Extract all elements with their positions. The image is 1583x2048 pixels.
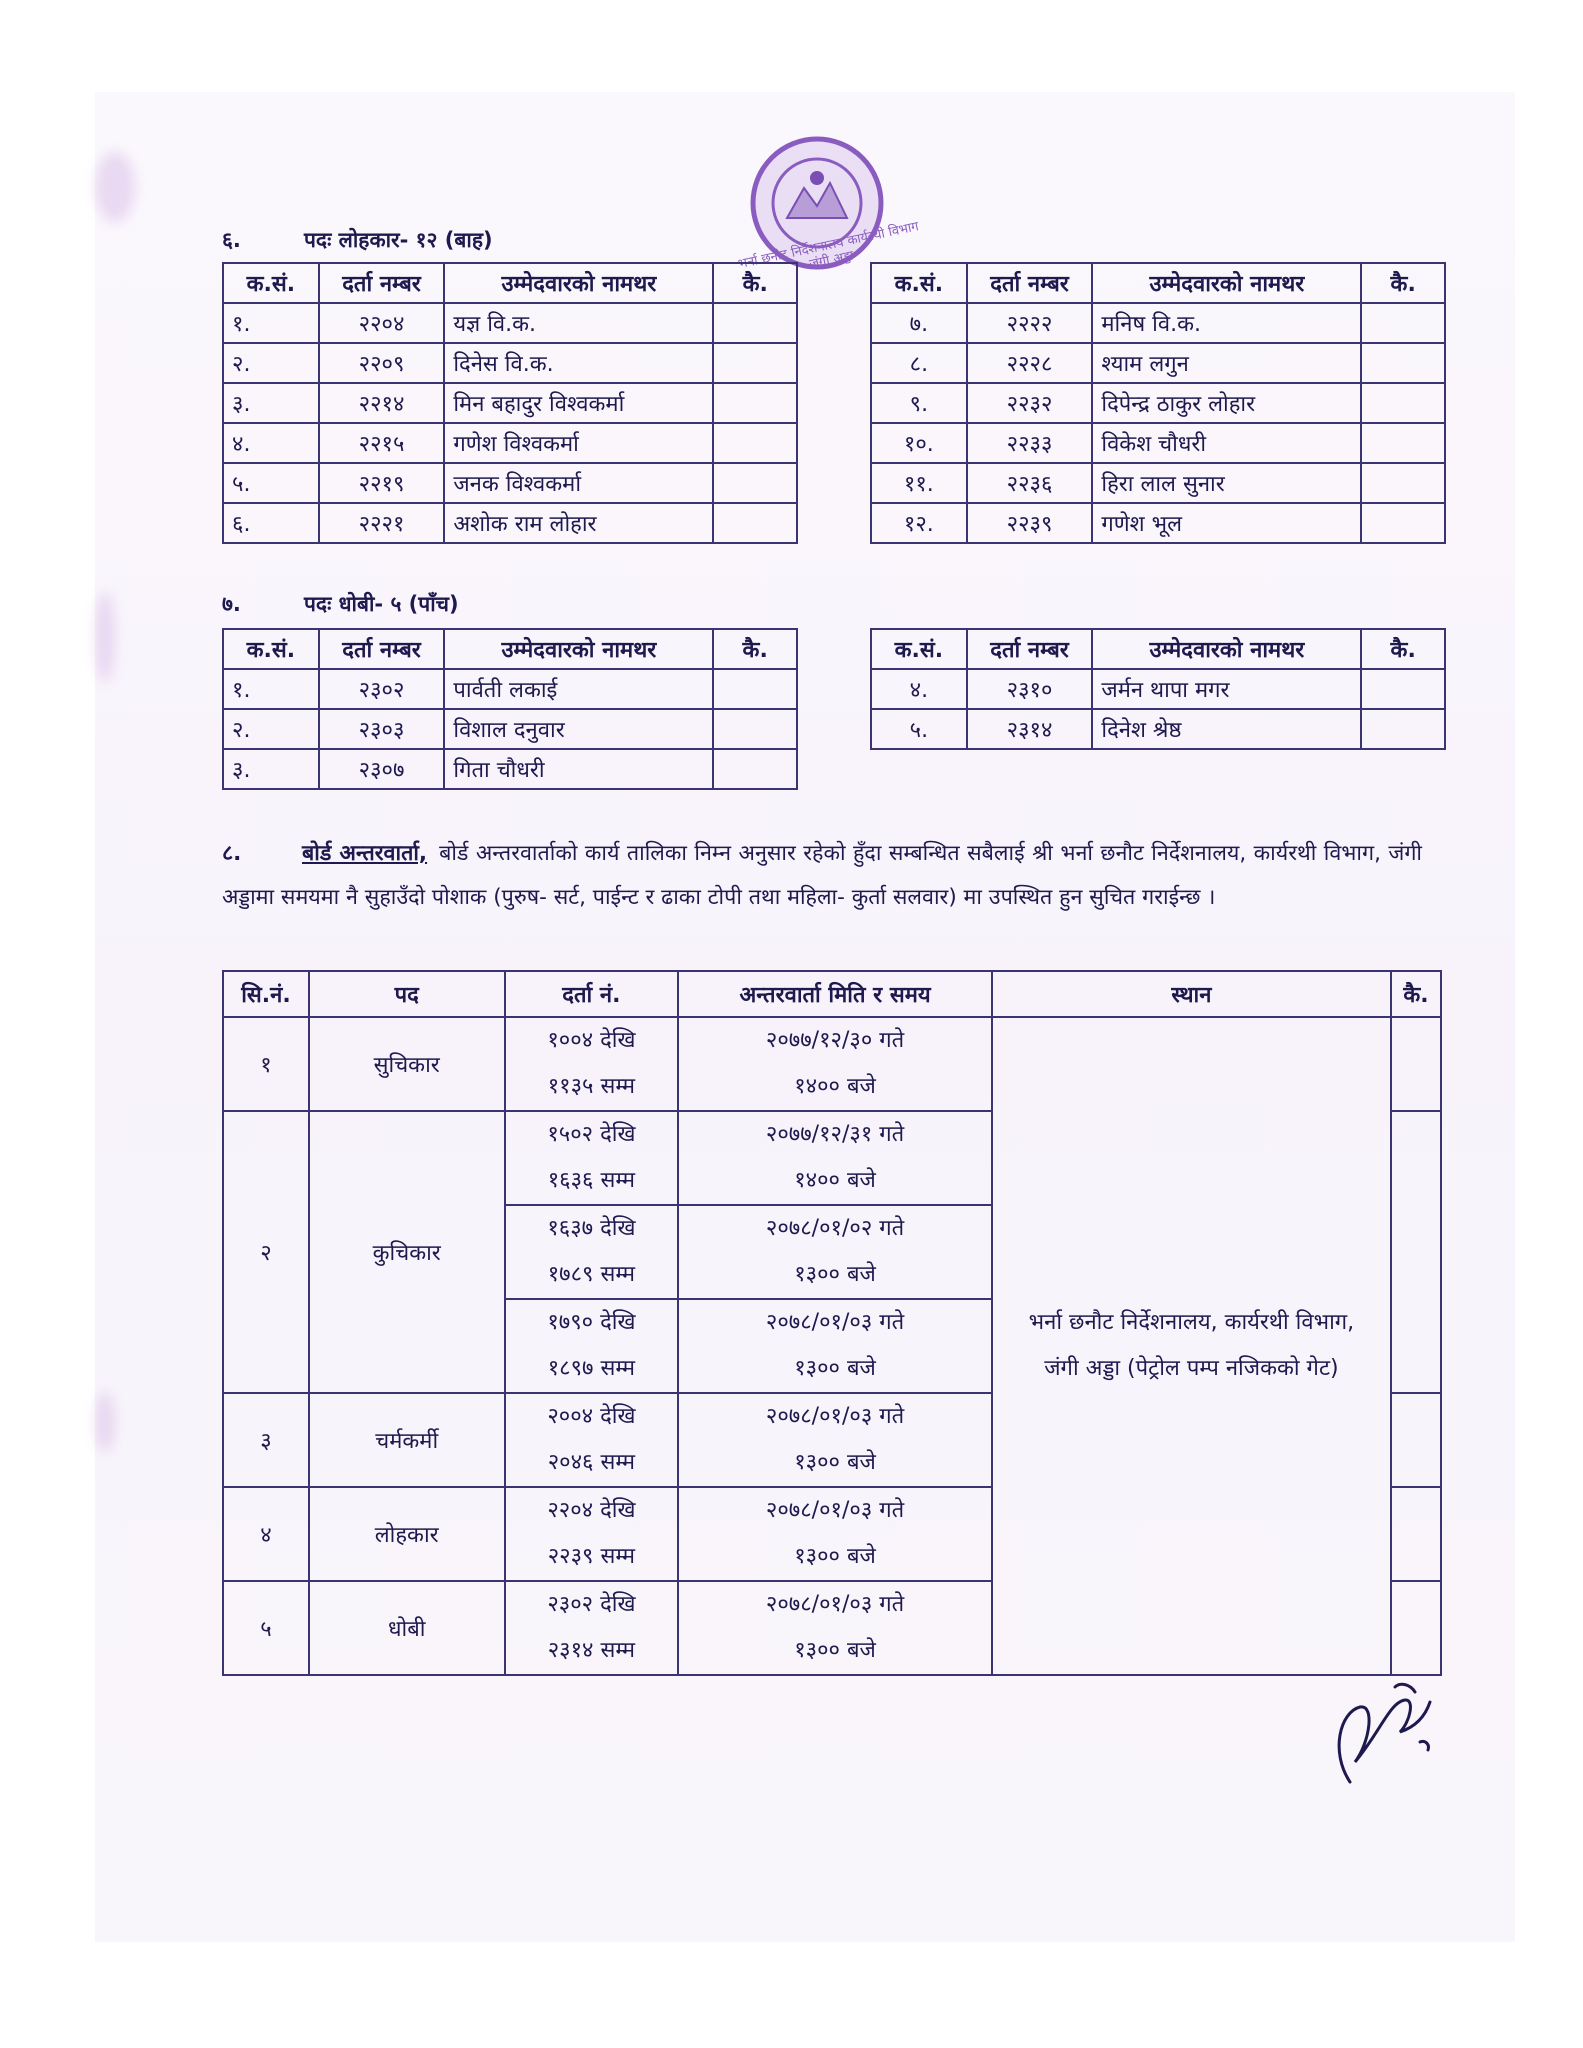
cell-remarks — [1361, 423, 1445, 463]
table-row — [871, 463, 1445, 503]
cell-interview-datetime — [678, 1299, 992, 1393]
interview-time: १३०० बजे — [794, 1356, 876, 1381]
cell-serial: २. — [223, 343, 319, 383]
cell-remarks — [1361, 383, 1445, 423]
cell-serial: ३. — [223, 383, 319, 423]
table-row — [223, 709, 797, 749]
section-title-text: पदः धोबी- ५ (पाँच) — [304, 592, 459, 616]
cell-venue: भर्ना छनौट निर्देशनालय, कार्यरथी विभाग, जंगी अड्डा (पेट्रोल पम्प नजिकको गेट) — [992, 1017, 1391, 1675]
cell-name: यज्ञ वि.क. — [444, 303, 713, 343]
header-serial: क.सं. — [223, 629, 319, 669]
cell-name: दिनेश श्रेष्ठ — [1092, 709, 1361, 749]
cell-serial: १. — [223, 303, 319, 343]
range-to: २०४६ सम्म — [547, 1450, 636, 1475]
cell-serial: १०. — [871, 423, 967, 463]
cell-interview-datetime — [678, 1487, 992, 1581]
cell-serial: ८. — [871, 343, 967, 383]
section-7-title — [222, 590, 459, 618]
interview-time: १३०० बजे — [794, 1544, 876, 1569]
interview-date: २०७८/०१/०३ गते — [765, 1310, 905, 1335]
schedule-row — [223, 1017, 1441, 1111]
cell-registration: २३०३ — [319, 709, 445, 749]
range-from: २३०२ देखि — [547, 1592, 636, 1617]
header-remarks: कै. — [713, 263, 797, 303]
interview-time: १४०० बजे — [794, 1074, 876, 1099]
cell-registration-range — [505, 1299, 679, 1393]
header-registration: दर्ता नम्बर — [319, 263, 445, 303]
cell-registration: २२३२ — [967, 383, 1093, 423]
cell-name: गिता चौधरी — [444, 749, 713, 789]
cell-registration: २२१४ — [319, 383, 445, 423]
table-row — [871, 423, 1445, 463]
cell-interview-datetime — [678, 1393, 992, 1487]
header-serial: क.सं. — [871, 263, 967, 303]
section-number: ७. — [222, 592, 241, 616]
header-name: उम्मेदवारको नामथर — [1092, 629, 1361, 669]
header-registration-range: दर्ता नं. — [505, 971, 679, 1017]
cell-registration-range — [505, 1205, 679, 1299]
section-7-table-left — [222, 628, 798, 790]
header-registration: दर्ता नम्बर — [967, 263, 1093, 303]
cell-registration: २२२१ — [319, 503, 445, 543]
cell-remarks — [1391, 1581, 1441, 1675]
header-post: पद — [309, 971, 505, 1017]
header-registration: दर्ता नम्बर — [319, 629, 445, 669]
header-interview-datetime: अन्तरवार्ता मिति र समय — [678, 971, 992, 1017]
cell-remarks — [713, 503, 797, 543]
cell-registration: २२२८ — [967, 343, 1093, 383]
cell-registration: २३०२ — [319, 669, 445, 709]
interview-date: २०७८/०१/०३ गते — [765, 1592, 905, 1617]
cell-registration: २२०९ — [319, 343, 445, 383]
cell-remarks — [1361, 669, 1445, 709]
cell-remarks — [713, 303, 797, 343]
cell-registration-range — [505, 1581, 679, 1675]
header-remarks: कै. — [1361, 263, 1445, 303]
cell-post: सुचिकार — [309, 1017, 505, 1111]
cell-name: हिरा लाल सुनार — [1092, 463, 1361, 503]
cell-name: दिपेन्द्र ठाकुर लोहार — [1092, 383, 1361, 423]
header-registration: दर्ता नम्बर — [967, 629, 1093, 669]
range-to: १८९७ सम्म — [547, 1356, 636, 1381]
section-label: बोर्ड अन्तरवार्ता, — [302, 841, 428, 866]
cell-name: जर्मन थापा मगर — [1092, 669, 1361, 709]
cell-name: मिन बहादुर विश्वकर्मा — [444, 383, 713, 423]
cell-remarks — [1361, 463, 1445, 503]
cell-post: धोबी — [309, 1581, 505, 1675]
range-from: २२०४ देखि — [547, 1498, 636, 1523]
interview-date: २०७७/१२/३० गते — [765, 1028, 905, 1053]
cell-serial: ४. — [871, 669, 967, 709]
cell-registration: २२३३ — [967, 423, 1093, 463]
section-8-paragraph — [222, 832, 1422, 920]
cell-remarks — [1391, 1017, 1441, 1111]
cell-name: विशाल दनुवार — [444, 709, 713, 749]
section-number: ८. — [222, 841, 242, 866]
cell-remarks — [713, 669, 797, 709]
table-row — [223, 669, 797, 709]
cell-serial: ३. — [223, 749, 319, 789]
interview-date: २०७८/०१/०३ गते — [765, 1498, 905, 1523]
header-serial: क.सं. — [223, 263, 319, 303]
cell-serial: ५ — [223, 1581, 309, 1675]
cell-name: मनिष वि.क. — [1092, 303, 1361, 343]
cell-name: गणेश विश्वकर्मा — [444, 423, 713, 463]
interview-date: २०७८/०१/०२ गते — [765, 1216, 905, 1241]
cell-remarks — [1361, 503, 1445, 543]
cell-serial: ६. — [223, 503, 319, 543]
range-from: २००४ देखि — [547, 1404, 636, 1429]
range-from: १६३७ देखि — [547, 1216, 636, 1241]
cell-interview-datetime — [678, 1111, 992, 1205]
cell-serial: ११. — [871, 463, 967, 503]
interview-time: १४०० बजे — [794, 1168, 876, 1193]
header-serial: सि.नं. — [223, 971, 309, 1017]
edge-smudge — [95, 152, 135, 222]
cell-serial: ५. — [871, 709, 967, 749]
table-row — [223, 423, 797, 463]
table-row — [871, 383, 1445, 423]
range-to: २२३९ सम्म — [547, 1544, 636, 1569]
cell-remarks — [1361, 303, 1445, 343]
table-row — [223, 343, 797, 383]
header-name: उम्मेदवारको नामथर — [444, 629, 713, 669]
table-row — [871, 503, 1445, 543]
section-7-table-right — [870, 628, 1446, 750]
cell-name: जनक विश्वकर्मा — [444, 463, 713, 503]
cell-registration: २३१० — [967, 669, 1093, 709]
table-row — [223, 463, 797, 503]
header-serial: क.सं. — [871, 629, 967, 669]
cell-registration: २२१५ — [319, 423, 445, 463]
cell-registration: २२२२ — [967, 303, 1093, 343]
seal-caption: भर्ना छनौट निर्देशनालय कार्यरथी विभाग जंगी अड्डा — [736, 219, 921, 273]
cell-serial: ४. — [223, 423, 319, 463]
cell-post: चर्मकर्मी — [309, 1393, 505, 1487]
cell-registration: २२१९ — [319, 463, 445, 503]
header-venue: स्थान — [992, 971, 1391, 1017]
range-from: १००४ देखि — [547, 1028, 636, 1053]
table-row — [223, 303, 797, 343]
range-to: १६३६ सम्म — [547, 1168, 636, 1193]
section-number: ६. — [222, 228, 241, 252]
edge-smudge — [95, 592, 115, 682]
header-remarks: कै. — [1361, 629, 1445, 669]
range-from: १७९० देखि — [547, 1310, 636, 1335]
cell-name: गणेश भूल — [1092, 503, 1361, 543]
section-6-title — [222, 226, 493, 254]
cell-serial: ५. — [223, 463, 319, 503]
interview-time: १३०० बजे — [794, 1638, 876, 1663]
range-to: १७८९ सम्म — [547, 1262, 636, 1287]
cell-serial: १ — [223, 1017, 309, 1111]
edge-smudge — [95, 1392, 115, 1452]
table-row — [223, 383, 797, 423]
interview-time: १३०० बजे — [794, 1450, 876, 1475]
cell-remarks — [713, 423, 797, 463]
interview-schedule-table — [222, 970, 1442, 1676]
section-text: बोर्ड अन्तरवार्ताको कार्य तालिका निम्न अनुसार रहेको हुँदा सम्बन्धित सबैलाई श्री भर्ना छनौट निर्देशनालय, कार्यरथी विभाग, जंगी अड्डामा समयमा नै सुहाउँदो पोशाक (पुरुष- सर्ट, पाईन्ट र ढाका टोपी तथा महिला- कुर्ता सलवार) मा उपस्थित हुन सुचित गराईन्छ । — [222, 841, 1422, 910]
cell-remarks — [713, 749, 797, 789]
cell-registration: २२३६ — [967, 463, 1093, 503]
cell-registration-range — [505, 1111, 679, 1205]
cell-name: विकेश चौधरी — [1092, 423, 1361, 463]
table-row — [223, 749, 797, 789]
cell-interview-datetime — [678, 1581, 992, 1675]
range-to: ११३५ सम्म — [547, 1074, 636, 1099]
cell-serial: ९. — [871, 383, 967, 423]
cell-interview-datetime — [678, 1017, 992, 1111]
cell-post: कुचिकार — [309, 1111, 505, 1393]
cell-remarks — [1391, 1487, 1441, 1581]
cell-registration: २३१४ — [967, 709, 1093, 749]
cell-serial: २. — [223, 709, 319, 749]
section-6-table-right — [870, 262, 1446, 544]
cell-remarks — [713, 463, 797, 503]
table-row — [871, 303, 1445, 343]
header-remarks: कै. — [1391, 971, 1441, 1017]
table-row — [871, 343, 1445, 383]
interview-date: २०७७/१२/३१ गते — [765, 1122, 905, 1147]
cell-remarks — [1361, 343, 1445, 383]
header-name: उम्मेदवारको नामथर — [444, 263, 713, 303]
cell-registration-range — [505, 1393, 679, 1487]
cell-registration-range — [505, 1017, 679, 1111]
table-row — [223, 503, 797, 543]
cell-registration: २३०७ — [319, 749, 445, 789]
cell-remarks — [713, 709, 797, 749]
cell-name: पार्वती लकाई — [444, 669, 713, 709]
table-row — [871, 669, 1445, 709]
interview-date: २०७८/०१/०३ गते — [765, 1404, 905, 1429]
cell-remarks — [1391, 1393, 1441, 1487]
cell-registration-range — [505, 1487, 679, 1581]
cell-name: दिनेस वि.क. — [444, 343, 713, 383]
cell-remarks — [1361, 709, 1445, 749]
signature — [1320, 1672, 1450, 1792]
cell-serial: २ — [223, 1111, 309, 1393]
range-from: १५०२ देखि — [547, 1122, 636, 1147]
cell-serial: ७. — [871, 303, 967, 343]
section-title-text: पदः लोहकार- १२ (बाह) — [304, 228, 493, 252]
cell-name: श्याम लगुन — [1092, 343, 1361, 383]
cell-serial: १. — [223, 669, 319, 709]
header-remarks: कै. — [713, 629, 797, 669]
cell-registration: २२३९ — [967, 503, 1093, 543]
interview-time: १३०० बजे — [794, 1262, 876, 1287]
cell-serial: ४ — [223, 1487, 309, 1581]
header-name: उम्मेदवारको नामथर — [1092, 263, 1361, 303]
cell-remarks — [1391, 1111, 1441, 1393]
cell-interview-datetime — [678, 1205, 992, 1299]
table-row — [871, 709, 1445, 749]
cell-post: लोहकार — [309, 1487, 505, 1581]
cell-serial: १२. — [871, 503, 967, 543]
range-to: २३१४ सम्म — [547, 1638, 636, 1663]
cell-remarks — [713, 383, 797, 423]
cell-registration: २२०४ — [319, 303, 445, 343]
cell-serial: ३ — [223, 1393, 309, 1487]
cell-name: अशोक राम लोहार — [444, 503, 713, 543]
cell-remarks — [713, 343, 797, 383]
section-6-table-left — [222, 262, 798, 544]
